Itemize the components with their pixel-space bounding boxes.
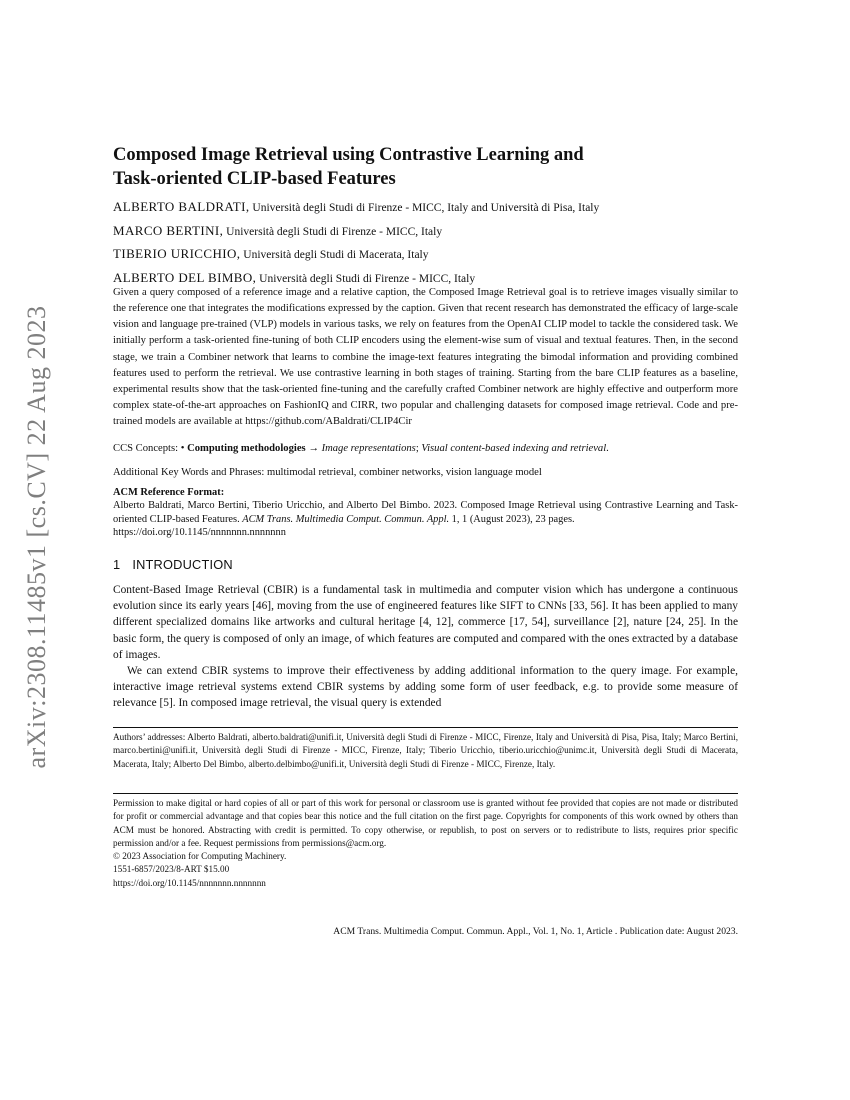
author-affiliation: Università degli Studi di Firenze - MICC, Italy — [259, 273, 476, 286]
permission-notice: Permission to make digital or hard copies of all or part of this work for personal or classroom use is granted without fee provided that copies are not made or distributed for profit or commercial advantage and that copies bear this notice and the full citation on the first page. Copyrights for components of this work owned by others than ACM must be honored. Abstracting with credit is permitted. To copy otherwise, or republish, to post on servers or to redistribute to lists, requires prior specific permission and/or a fee. Request permissions from permissions@acm.org. — [113, 798, 738, 848]
permission-separator — [113, 793, 738, 794]
author-name: ALBERTO DEL BIMBO, — [113, 270, 257, 286]
ccs-concept-italic: Visual content-based indexing and retrieval — [421, 443, 607, 454]
title-line-1: Composed Image Retrieval using Contrastive Learning and — [113, 145, 584, 165]
doi-link[interactable]: https://doi.org/10.1145/nnnnnnn.nnnnnnn — [113, 526, 286, 538]
reference-citation: Alberto Baldrati, Marco Bertini, Tiberio Uricchio, and Alberto Del Bimbo. 2023. Composed Image Retrieval using Contrastive Learning and Task-oriented CLIP-based Features. — [113, 500, 738, 525]
keywords-line: Additional Key Words and Phrases: multimodal retrieval, combiner networks, vision language model — [113, 467, 542, 478]
intro-paragraph-1: Content-Based Image Retrieval (CBIR) is a fundamental task in multimedia and computer vision which has undergone a continuous evolution since its early years [46], moving from the use of engineered features like SIFT to CNNs [33, 56]. It has been applied to many different specialized domains like artworks and cultural heritage [4, 12], commerce [17, 54], surveillance [2], nature [24, 25]. In the basic form, the query is composed of only an image, of which features are computed and compared with the ones extracted by a database of images. — [113, 584, 738, 661]
arxiv-watermark: arXiv:2308.11485v1 [cs.CV] 22 Aug 2023 — [22, 305, 51, 769]
acm-reference-block — [113, 486, 738, 539]
ccs-separator: ; — [415, 443, 422, 454]
author-block — [113, 196, 738, 291]
intro-paragraph-2: We can extend CBIR systems to improve their effectiveness by adding additional information to the query image. For example, interactive image retrieval systems extend CBIR systems by adding some form of user feedback, e.g. to provide some measure of relevance [5]. In composed image retrieval, the visual query is extended — [113, 665, 738, 710]
author-affiliation: Università degli Studi di Firenze - MICC, Italy and Università di Pisa, Italy — [252, 202, 600, 214]
author-name: TIBERIO URICCHIO, — [113, 246, 241, 262]
journal-name: ACM Trans. Multimedia Comput. Commun. Appl. — [242, 513, 450, 525]
author-name: MARCO BERTINI, — [113, 222, 224, 238]
copyright-line: © 2023 Association for Computing Machinery. — [113, 851, 287, 862]
ccs-concept-italic: Image representations — [321, 443, 416, 454]
ccs-prefix: CCS Concepts: • — [113, 443, 188, 454]
ccs-arrow: → — [305, 443, 322, 454]
ccs-period: . — [606, 443, 609, 454]
footer-citation: ACM Trans. Multimedia Comput. Commun. Appl., Vol. 1, No. 1, Article . Publication date: August 2023. — [333, 926, 738, 937]
abstract-text: Given a query composed of a reference image and a relative caption, the Composed Image Retrieval goal is to retrieve images visually similar to the reference one that integrates the modifications expressed by the caption. Given that recent research has demonstrated the efficacy of large-scale vision and language pre-trained (VLP) models in various tasks, we rely on features from the OpenAI CLIP model to tackle the considered task. We initially perform a task-oriented fine-tuning of both CLIP encoders using the element-wise sum of visual and textual features. Then, in the second stage, we train a Combiner network that learns to combine the image-text features integrating the bimodal information and providing combined features used to perform the retrieval. We use contrastive learning in both stages of training. Starting from the bare CLIP features as a baseline, experimental results show that the task-oriented fine-tuning and the carefully crafted Combiner network are highly effective and outperform more complex state-of-the-art approaches on FashionIQ and CIRR, two popular and challenging datasets for composed image retrieval. Code and pre-trained models are available at https://github.com/ABaldrati/CLIP4Cir — [113, 287, 738, 428]
acm-reference-label: ACM Reference Format: — [113, 487, 225, 498]
acm-reference-text — [113, 499, 738, 526]
authors-addresses: Authors’ addresses: Alberto Baldrati, alberto.baldrati@unifi.it, Università degli Studi di Firenze - MICC, Firenze, Italy and Università di Pisa, Pisa, Italy; Marco Bertini, marco.bertini@unifi.it, Università degli Studi di Firenze - MICC, Firenze, Italy; Tiberio Uricchio, tiberio.uricchio@unimc.it, Università degli Studi di Macerata, Macerata, Italy; Alberto Del Bimbo, alberto.delbimbo@unifi.it, Università degli Studi di Firenze - MICC, Firenze, Italy. — [113, 732, 738, 769]
ccs-concept-bold: Computing methodologies — [187, 443, 306, 454]
footnote-separator — [113, 727, 738, 728]
section-title: INTRODUCTION — [132, 557, 233, 572]
paper-title — [113, 144, 738, 191]
permission-block — [113, 797, 738, 890]
reference-pages: 1, 1 (August 2023), 23 pages. — [449, 513, 575, 525]
section-number: 1 — [113, 557, 121, 572]
introduction-body — [113, 582, 738, 712]
author-affiliation: Università degli Studi di Macerata, Italy — [243, 249, 429, 262]
ccs-concepts — [113, 443, 738, 454]
section-heading-introduction — [113, 557, 738, 572]
author-line — [113, 243, 738, 267]
author-affiliation: Università degli Studi di Firenze - MICC, Italy — [226, 225, 443, 238]
author-line — [113, 220, 738, 244]
doi-link[interactable]: https://doi.org/10.1145/nnnnnnn.nnnnnnn — [113, 877, 266, 888]
title-line-2: Task-oriented CLIP-based Features — [113, 168, 396, 189]
author-line — [113, 196, 738, 220]
issn-line: 1551-6857/2023/8-ART $15.00 — [113, 864, 230, 875]
author-name: ALBERTO BALDRATI, — [113, 199, 250, 214]
